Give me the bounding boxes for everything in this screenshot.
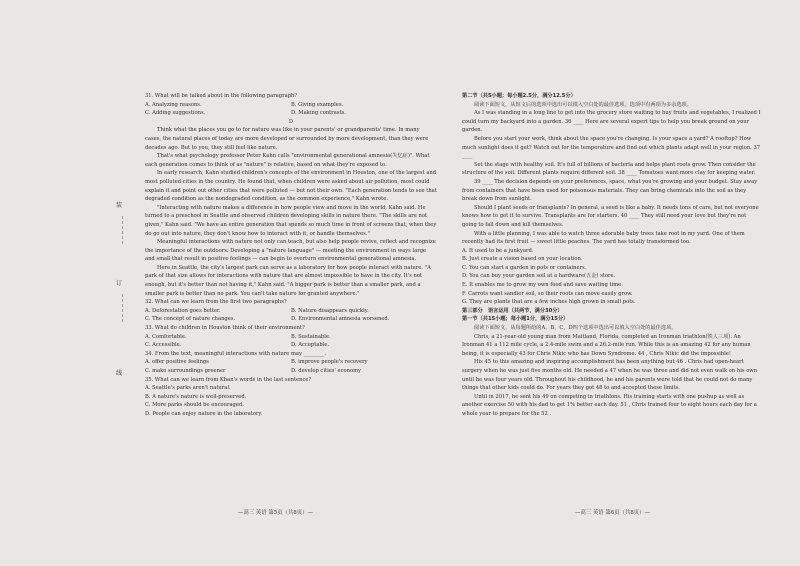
q32-option-a: A. Deforestation goes better. xyxy=(145,307,221,314)
option-f: F. Carrots want sandier soil, so their roots can move easily grow. xyxy=(462,290,633,297)
q35-option-c: C. More parks should be encouraged. xyxy=(145,402,244,409)
q34-option-c: C. make surroundings greener xyxy=(145,368,226,374)
cloze-paragraph: His 45 to this amazing and inspiring accomplishment has been anything but 46 . Chris had open-heart surgery when he was just five months old. He needed a 47 when he was three and did not even walk on his own until he was four years old. Throughout his childhood, he and his parents were told that he could not do many things that other kids could do. For years they got 48 to and accepted these limits. xyxy=(462,359,758,392)
cloze-paragraph: Chris, a 21-year-old young man from Maitland, Florida, completed an Ironman triathlon(铁人三项). An Ironman 41 a 112 mile cycle, a 2.4-mile swim and a 26.2-mile run. While this is an amazing 42 for any human being, it is especially 43 for Chris Nikic who has Down Syndrome. 44 , Chris Nikic did the impossible! xyxy=(462,333,751,357)
page-footer-left: —高三 英语 第5页（共8页）— xyxy=(238,510,313,516)
q35-option-a: A. Seattle's parks aren't natural. xyxy=(145,385,231,392)
q35-option-d: D. People can enjoy nature in the laboratory. xyxy=(145,410,263,417)
q32-options-row2 xyxy=(145,315,437,324)
option-d: D. You can buy your garden soil at a hardware(五金) store. xyxy=(462,273,616,280)
binding-char-3: 线 xyxy=(116,370,123,377)
passage-letter: D xyxy=(288,118,294,125)
q33-options-row2 xyxy=(145,341,437,350)
q32-option-c: C. The concept of nature changes. xyxy=(145,316,236,323)
gap-fill-paragraph: Set the stage with healthy soil. It's full of billions of bacteria and helps plant roots grow. Then consider the structure of the soil. Different plants require different soil. 38 ____ Tomatoes want more clay for keeping water. xyxy=(462,161,756,177)
section-2-title: 第二节（共5小题；每小题2.5分，满分12.5分） xyxy=(462,93,576,99)
option-c: C. You can start a garden in pots or containers. xyxy=(462,264,587,271)
binding-char-2: 订 xyxy=(116,280,123,287)
binding-margin xyxy=(116,200,130,400)
binding-dash xyxy=(122,216,124,244)
q34-option-a: A. offer positive feelings xyxy=(145,359,209,366)
part-3-title: 第三部分 语言运用（共两节，满分30分） xyxy=(462,307,563,314)
q33-option-c: C. Accessible. xyxy=(145,342,182,349)
q32-option-d: D. Environmental amnesia worsened. xyxy=(291,316,390,323)
q31-option-a: A. Analyzing reasons. xyxy=(145,101,202,108)
cloze-paragraph: Until in 2017, he sent his 49 on competing in triathlons. His training starts with one pushup as well as another exercise 50 with his dad to get 1% better each day. 51 , Chris trained four to eight hours each day for a whole year to prepare for the 52 . xyxy=(462,393,757,417)
q31-option-c: C. Adding suggestions. xyxy=(145,110,206,117)
gap-fill-paragraph: Should I plant seeds or transplants? In general, a seed is like a baby. It needs tons of care, but not everyone knows how to get it to survive. Transplants are for starters. 40 ____ They still need your love but they're not going to fall down and kill themselves. xyxy=(462,204,759,228)
q34-stem: 34. From the text, meaningful interactions with nature may ________. xyxy=(145,350,326,357)
passage-paragraph: Think what the places you go to for nature was like in your parents' or grandparents' time. In many cases, the natural places of today are more developed or surrounded by more development, than they were decades ago. But to you, they still feel like nature. xyxy=(145,127,429,151)
binding-char-1: 装 xyxy=(116,202,123,209)
gap-fill-paragraph: As I was standing in a long line to get into the grocery store waiting to buy fruits and vegetables, I realized I could turn my backyard into a garden. 36 ____ Here are several expert tips to help you break ground on your garden. xyxy=(462,110,761,134)
section-1-title: 第一节（共15小题；每小题1分，满分15分） xyxy=(462,316,569,323)
q34-option-d: D. develop cities' economy xyxy=(291,368,361,374)
option-b: B. Just create a vision based on your location. xyxy=(462,256,583,263)
gap-fill-paragraph: With a little planning, I was able to watch three adorable baby trees take root in my yard. One of them recently had its first fruit — sweet little peaches. The yard has totally transformed too. xyxy=(462,230,745,246)
page-footer-right: —高三 英语 第6页（共8页）— xyxy=(575,510,650,516)
q33-option-d: D. Acceptable. xyxy=(291,342,330,349)
q33-stem: 33. What do children in Houston think of their environment? xyxy=(145,325,305,332)
passage-paragraph: Meaningful interactions with nature not only can teach, but also help people revive, reflect and recognize the importance of the outdoors. Developing a "nature language" — meeting the environment in ways large and small that result in positive feelings — can begin to overturn environmental generational amnesia. xyxy=(145,239,436,263)
option-a: A. It used to be a junkyard. xyxy=(462,247,534,254)
q32-stem: 32. What can we learn from the first two paragraphs? xyxy=(145,299,287,306)
passage-paragraph: That's what psychology professor Peter Kahn calls "environmental generational amnesia(失忆症)". What each generation comes to think of as "nature" is relative, based on what they're exposed to. xyxy=(145,153,430,168)
binding-dash xyxy=(122,294,124,322)
q33-option-a: A. Comfortable. xyxy=(145,333,187,340)
q35-stem: 35. What can we learn from Khan's words in the last sentence? xyxy=(145,376,312,383)
q31-option-b: B. Giving examples. xyxy=(291,101,344,108)
q31-option-d: D. Making contrasts. xyxy=(291,110,346,117)
q31-options-row2 xyxy=(145,109,437,118)
passage-paragraph: "Interacting with nature makes a difference in how people view and move in the world, Kahn said. He turned to a preschool in Seattle and observed children developing skills in nature there. "The skills are not given," Kahn said. "We have an entire generation that spends so much time in front of screens that, when they do go out into nature, they don't know how to interact with it, or handle themselves." xyxy=(145,204,437,237)
gap-fill-paragraph: Before you start your work, think about the space you're changing. Is your space a yard? A rooftop? How much sunlight does it get? Watch out for the temperature and find out which plants adapt well in your region. 37 ____ xyxy=(462,135,761,160)
q35-option-b: B. A nature's nature is well-preserved. xyxy=(145,393,247,400)
q32-options-row1 xyxy=(145,307,437,316)
q34-options-row1 xyxy=(145,358,437,367)
section-1-instructions: 阅读下面短文，从每题所给的A、B、C、D四个选项中选出可以填入空白处的最佳选项。 xyxy=(474,325,677,332)
left-page xyxy=(145,92,437,419)
q33-option-b: B. Sustainable. xyxy=(291,333,331,340)
q33-options-row1 xyxy=(145,333,437,342)
option-g: G. They are plants that are a few inches high grown in small pots. xyxy=(462,299,636,306)
right-page xyxy=(462,92,762,419)
passage-paragraph: Here in Seattle, the city's largest park can serve as a laboratory for how people interact with nature. "A park of that size allows for interactions with nature that are almost impossible to have in the city. It's not enough, but it's better than not having it," Kahn said. "A bigger park is better than a smaller park, and a smaller park is better than no park. You can't take nature for granted anywhere." xyxy=(145,264,431,297)
q34-option-b: B. improve people's recovery xyxy=(291,359,368,366)
gap-fill-paragraph: 39 ____ The decision depends on your preferences, space, what you're growing and your budget. Stay away from containers that have been used for poisonous materials. They can bring chemicals into the soil as they break down from sunlight. xyxy=(462,178,758,203)
q31-options-row1 xyxy=(145,101,437,110)
passage-paragraph: In early research, Kahn studied children's concepts of the environment in Houston, one of the largest and most polluted cities in the country. He found that, when children were asked about air pollution, most could explain it and point out other cities that were polluted — but not their own. "Each generation tends to see that degraded condition as the nondegraded condition, as the common experience," Kahn wrote. xyxy=(145,170,437,203)
q34-options-row2 xyxy=(145,367,437,376)
option-e: E. It enables me to grow my own food and save waiting time. xyxy=(462,282,623,289)
q32-option-b: B. Nature disappears quickly. xyxy=(291,307,369,314)
section-2-instructions: 阅读下面短文，从短文后的选项中选出可以填入空白处的最佳选项。选项中有两项为多余选项。 xyxy=(474,101,692,108)
q31-stem: 31. What will be talked about in the following paragraph? xyxy=(145,93,298,99)
